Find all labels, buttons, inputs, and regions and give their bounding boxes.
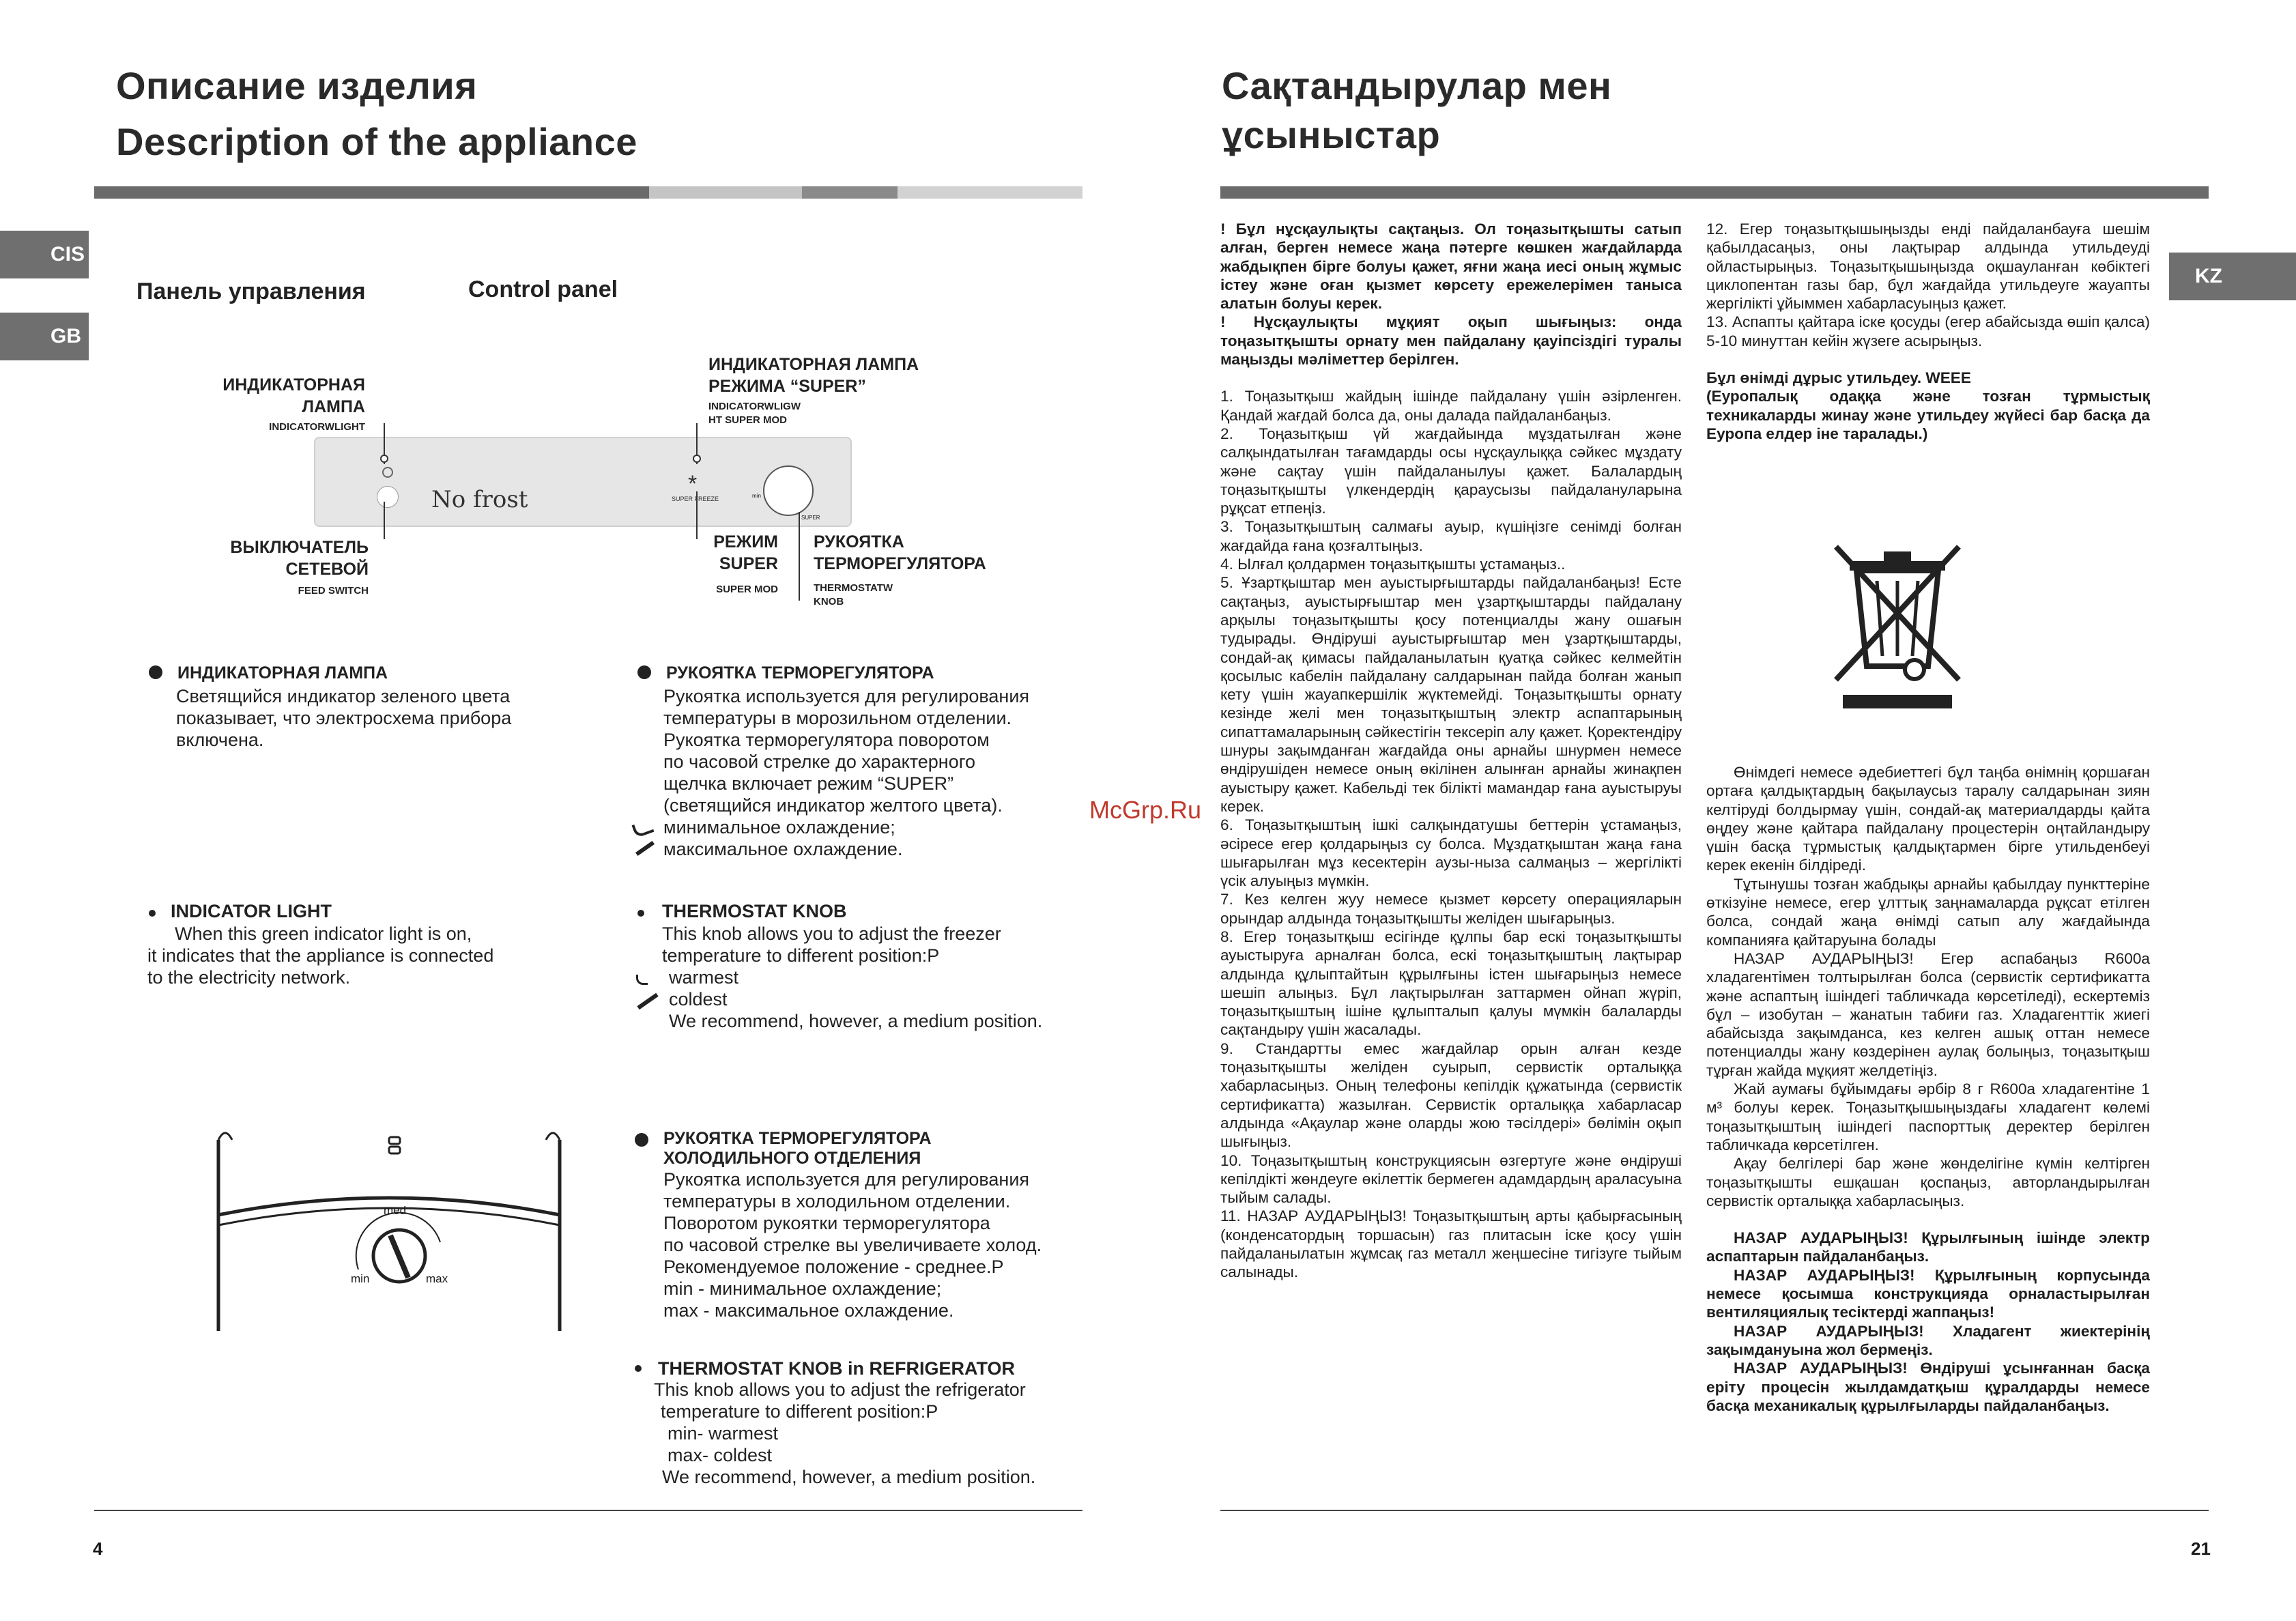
paragraph: 1. Тоңазытқыш жайдың ішінде пайдалану үшін әзірленген. Қандай жағдай болса да, оны далада пайдаланбаңыз. <box>1220 388 1682 424</box>
super-mode-line1: РЕЖИМ <box>713 532 778 551</box>
page-title-en: Description of the appliance <box>116 120 637 163</box>
super-lamp-sub1: INDICATORWLIGW <box>708 401 801 412</box>
weee-title: Бұл өнімді дұрыс утильдеу. WEEE <box>1706 369 1971 387</box>
page-number-left: 4 <box>93 1538 103 1559</box>
text-line: Светящийся индикатор зеленого цвета <box>176 686 511 706</box>
page-title-ru: Описание изделия <box>116 64 478 107</box>
super-mode-line2: SUPER <box>719 554 778 573</box>
indicator-light-text-en <box>147 923 493 988</box>
panel-leader-lines <box>0 0 1092 614</box>
thermostat-knob-sub2: KNOB <box>814 596 844 607</box>
control-panel-title-ru: Панель управления <box>137 278 366 304</box>
kz-column-2-top <box>1706 220 2150 443</box>
bullet-dot <box>635 1365 642 1372</box>
text-line: When this green indicator light is on, <box>175 923 472 944</box>
text-line: Поворотом рукоятки терморегулятора <box>663 1213 990 1233</box>
text-line: температуры в морозильном отделении. <box>663 708 1012 728</box>
super-lamp-sub2: HT SUPER MOD <box>708 414 788 426</box>
super-mode-label <box>683 531 778 597</box>
paragraph: НАЗАР АУДАРЫҢЫЗ! Құрылғының ішінде электр аспаптарын пайдаланбаңыз. <box>1706 1229 2150 1265</box>
thermostat-knob-sub1: THERMOSTATW <box>814 582 893 594</box>
nofrost-logo: No frost <box>431 486 528 513</box>
heading-line: ХОЛОДИЛЬНОГО ОТДЕЛЕНИЯ <box>663 1149 921 1168</box>
kz-column-2-bottom <box>1706 763 2150 1415</box>
thermostat-knob-line1: РУКОЯТКА <box>814 532 904 551</box>
paragraph: 8. Егер тоңазытқыш есігінде құлпы бар ескі тоңазытқышты ауыстыруға арналған болса, ескі тоңазытқыштың лақтырар алдында құлыптайтын құрылғыны істен шығарыңыз немесе шешіп алыңыз. Бұл лақтырылған заттармен ойнап жүріп, тоңазытқыштың ішіне құлыпталып қалуы мүмкін балаларды сақтандыру үшін жасалады. <box>1220 928 1682 1039</box>
fridge-knob-heading-ru <box>663 1129 932 1168</box>
text-line: максимальное охлаждение. <box>663 839 903 859</box>
paragraph: 12. Егер тоңазытқышыңызды енді пайдаланбауға шешім қабылдасаңыз, оны лақтырар алдында утильдеуді ойластырыңыз. Тоңазытқышыңызда оқшауланған көбіктегі циклопентан газы бар, бұл жағдайда утильдеуге жауапты жергілікті ұйыммен хабарласуыңыз қажет. <box>1706 220 2150 313</box>
page-number-right: 21 <box>2191 1538 2211 1559</box>
text-line: показывает, что электросхема прибора <box>176 708 512 728</box>
page-title-kz-line1: Сақтандырулар мен <box>1222 64 1612 107</box>
snowflake-icon: * <box>688 471 698 497</box>
paragraph: НАЗАР АУДАРЫҢЫЗ! Құрылғының корпусында немесе қосымша конструкцияда орналастырылған вентиляциялық тесіктерді жаппаңыз! <box>1706 1266 2150 1321</box>
feed-switch-line1: ВЫКЛЮЧАТЕЛЬ <box>230 538 369 557</box>
paragraph: Өнімдегі немесе әдебиеттегі бұл таңба өнімнің қоршаған ортаға қалдықтардың бақылаусыз таралу салдарынан зиян келтіруді болдырмау үшін, сондай-ақ материалдарды қайта өңдеу және қайтара пайдалану процестерін оңтайландыру үшін басқа тұрмыстық қалдықтармен бірге утильденбеуі керек екенін білдіреді. <box>1706 764 2150 874</box>
paragraph: ! Нұсқаулықты мұқият оқып шығыңыз: онда тоңазытқышты орнату мен пайдалану қауіпсіздігі туралы маңызды мәліметтер берілген. <box>1220 313 1682 369</box>
paragraph: НАЗАР АУДАРЫҢЫЗ! Егер аспабаңыз R600a хладагентімен толтырылған болса (сервистік сертификатта және аспаптың ішіндегі табличкада көрсетіледі), ескертеміз бұл – изобутан – жанатын табиғи газ. Хладагенттік жиегі абайсызда зақымданса, кез келген ашық оттан немесе потенциалды жану көздерінен аулақ болыңыз, тоңазытқыш тұрған жайда мұқият желдетіңіз. <box>1706 949 2150 1079</box>
text-line: Рекомендуемое положение - среднее.P <box>663 1257 1004 1277</box>
text-line: Рукоятка используется для регулирования <box>663 1169 1030 1190</box>
thermostat-knob-text-en <box>662 923 1042 1032</box>
fridge-knob-max: max <box>426 1272 448 1285</box>
bullet-dot <box>635 1133 648 1147</box>
knob-super-small: SUPER <box>801 515 820 521</box>
fridge-knob-heading-en: THERMOSTAT KNOB in REFRIGERATOR <box>658 1358 1015 1379</box>
tab-kz-label: KZ <box>2195 265 2222 287</box>
fridge-knob-text-ru <box>663 1168 1042 1321</box>
tab-cis-label: CIS <box>51 243 85 266</box>
lamp-label-line1: ИНДИКАТОРНАЯ <box>223 375 365 395</box>
text-line: щелчка включает режим “SUPER” <box>663 773 954 794</box>
min-position-icon <box>631 819 654 838</box>
paragraph: НАЗАР АУДАРЫҢЫЗ! Өндіруші ұсынғаннан басқа еріту процесін жылдамдатқыш құралдарды немесе басқа механикалық құрылғыларды пайдаланбаңыз. <box>1706 1360 2150 1414</box>
footer-rule-right <box>1220 1510 2209 1511</box>
paragraph: 4. Ылғал қолдармен тоңазытқышты ұстамаңыз.. <box>1220 556 1566 573</box>
feed-switch-label <box>171 536 369 598</box>
kz-column-1 <box>1220 220 1682 1282</box>
text-line: по часовой стрелке вы увеличиваете холод. <box>663 1235 1042 1255</box>
paragraph: Ақау белгілері бар және жөнделігіне күмін келтірген тоңазытқышты ешқашан қоспаңыз, авторландырылған сервистік орталыққа хабарласыңыз. <box>1706 1155 2150 1209</box>
text-line: min - минимальное охлаждение; <box>663 1278 942 1299</box>
paragraph: 3. Тоңазытқыштың салмағы ауыр, күшіңізге сенімді болған жағдайда ғана қозғалтыңыз. <box>1220 518 1682 554</box>
control-panel-title-en: Control panel <box>468 276 618 302</box>
text-line: to the electricity network. <box>147 967 351 988</box>
paragraph: 11. НАЗАР АУДАРЫҢЫЗ! Тоңазытқыштың арты қабырғасының (конденсатордың торшасын) газ плитасын іске қосу үшін пайдаланылатын жұмсақ газ металл жеңшесіне тигізуге тыйым салынады. <box>1220 1207 1682 1281</box>
fridge-knob-med: med <box>384 1204 407 1217</box>
text-line: (светящийся индикатор желтого цвета). <box>663 795 1003 816</box>
paragraph: 10. Тоңазытқыштың конструкциясын өзгертуге және өндіруші кепілдікті жөндеуге өкілеттік бермеген адамдардың араласуына тыйым салады. <box>1220 1151 1682 1207</box>
indicator-lamp-text-ru <box>176 685 511 751</box>
coldest-icon <box>637 993 658 1009</box>
title-bar-right <box>1220 186 2209 199</box>
super-lamp-line2: РЕЖИМА “SUPER” <box>708 377 866 396</box>
indicator-light-heading-en: INDICATOR LIGHT <box>171 901 332 921</box>
text-line: We recommend, however, a medium position. <box>669 1011 1043 1031</box>
text-line: This knob allows you to adjust the refrigerator <box>654 1379 1026 1400</box>
text-line: it indicates that the appliance is connected <box>147 945 494 966</box>
text-line: temperature to different position:P <box>661 1401 938 1422</box>
super-mode-sub: SUPER MOD <box>716 584 778 595</box>
thermostat-knob-heading-en: THERMOSTAT KNOB <box>662 901 847 921</box>
text-line: max - максимальное охлаждение. <box>663 1300 954 1321</box>
watermark: McGrp.Ru <box>1089 796 1202 824</box>
weee-description: (Еуропалық одаққа және тозған тұрмыстық техникаларды жинау және утильдеу жүйесі бар басқа да Еуропа елдер іне таралады.) <box>1706 388 2150 442</box>
text-line: We recommend, however, a medium position. <box>662 1467 1036 1487</box>
super-freeze-small-label: SUPER FREEZE <box>672 496 719 502</box>
max-position-icon <box>635 841 655 856</box>
text-line: Рукоятка используется для регулирования <box>663 686 1030 706</box>
tab-kz <box>2169 253 2296 300</box>
paragraph: 6. Тоңазытқыштың ішкі салқындатушы беттерін ұстамаңыз, әсіресе егер қолдарыңыз су болса. Мұздатқыштан жаңа ғана шығарылған мұз кесектерін аузы-ныза салмаңыз – жергілікті үсік алуыңыз мүмкін. <box>1220 816 1682 890</box>
feed-switch-sub: FEED SWITCH <box>298 585 369 597</box>
text-line: включена. <box>176 730 264 750</box>
paragraph: 9. Стандартты емес жағдайлар орын алған кезде тоңазытқышты желіден суырып, сервистік орталыққа хабарласыңыз. Оның телефоны кепілдік құжатында (сервистік сертификатта) жазылған. Сервистік орталыққа хабарласар алдында «Ақаулар және оларды жою тәсілдері» бөлімін оқып шығыңыз. <box>1220 1039 1682 1151</box>
paragraph: Жай аумағы бұйымдағы әрбір 8 г R600a хладагентіне 1 м³ болуы керек. Тоңазытқышыңыздағы хладагент көлемі тоңазытқыштың ішіндегі паспорттық деректер берілген табличкада көрсетілген. <box>1706 1080 2150 1153</box>
fridge-knob-min: min <box>351 1272 370 1285</box>
text-line: max- coldest <box>668 1445 773 1465</box>
text-line: temperature to different position:P <box>662 945 940 966</box>
heading-line: РУКОЯТКА ТЕРМОРЕГУЛЯТОРА <box>663 1129 932 1148</box>
tab-gb-label: GB <box>51 325 81 347</box>
text-line: This knob allows you to adjust the freezer <box>662 923 1001 944</box>
bullet-dot <box>149 665 162 679</box>
text-line: температуры в холодильном отделении. <box>663 1191 1011 1211</box>
text-line: по часовой стрелке до характерного <box>663 751 975 772</box>
text-line: Рукоятка терморегулятора поворотом <box>663 730 990 750</box>
indicator-lamp-heading-ru: ИНДИКАТОРНАЯ ЛАМПА <box>177 663 388 683</box>
feed-switch-line2: СЕТЕВОЙ <box>285 560 369 579</box>
bullet-dot <box>637 665 651 679</box>
thermostat-knob-line2: ТЕРМОРЕГУЛЯТОРА <box>814 554 986 573</box>
fridge-knob-text-en <box>654 1379 1035 1488</box>
paragraph: Тұтынушы тозған жабдықы арнайы қабылдау пункттеріне өткізуіне немесе, егер ұлттық заңнамаларда рұқсат етілген болса, сондай жаңа өнімді сатып алу жағдайында компанияға қайтаруына болады <box>1706 875 2150 949</box>
text-line: coldest <box>669 989 728 1009</box>
footer-rule-left <box>94 1510 1082 1511</box>
thermostat-knob-heading-ru: РУКОЯТКА ТЕРМОРЕГУЛЯТОРА <box>666 663 934 683</box>
fridge-knob-illustration <box>205 1126 587 1338</box>
paragraph: НАЗАР АУДАРЫҢЫЗ! Хладагент жиектерінің зақымдануына жол бермеңіз. <box>1706 1322 2150 1358</box>
paragraph: 13. Аспапты қайтара іске қосуды (егер абайсызда өшіп қалса) 5-10 минуттан кейін жүзеге асырыңыз. <box>1706 313 2150 349</box>
text-line: min- warmest <box>668 1423 779 1444</box>
thermostat-knob-label <box>814 531 986 609</box>
paragraph: 2. Тоңазытқыш үй жағдайында мұздатылған және салқындатылған тағамдарды осы нұсқаулыққа сәйкес мұздату және сақтау үшін пайдаланылуы қажет. Балалардың тоңазытқышты үлкендердің қараусызы пайдалануларына рұқсат етпеңіз. <box>1220 425 1682 517</box>
knob-min-small: min <box>752 493 761 499</box>
lamp-label-line2: ЛАМПА <box>302 397 365 416</box>
paragraph: 7. Кез келген жуу немесе қызмет көрсету операцияларын орындар алдында тоңазытқышты желіден шығарыңыз. <box>1220 891 1682 927</box>
bullet-dot <box>637 910 644 917</box>
paragraph: ! Бұл нұсқаулықты сақтаңыз. Ол тоңазытқышты сатып алған, берген немесе жаңа пәтерге көшкен жағдайларда жабдықпен бірге болуы қажет, яғни жаңа иесі оның жұмыс істеу және оған қызмет көрсету ережелерімен таныса алатын болуы керек. <box>1220 220 1682 313</box>
text-line: минимальное охлаждение; <box>663 817 895 837</box>
paragraph: 5. Ұзартқыштар мен ауыстырғыштарды пайдаланбаңыз! Есте сақтаңыз, ауыстырғыштар мен ұзартқыштарды пайдалану арқылы тоңазытқышты қосу потенциалды жану ошағын тудырады. Өндіруші ауыстырғыштар мен ұзартқыштарды, сондай-ақ қимасы пайдаланылатын қуатқа сәйкес келмейтін қосылыс кабелін пайдалану салдарынан пайда болған жанып кету үшін жауапкершілік жүктемейді. Тоңазытқышты орнату кезінде желі мен тоңазытқыштың электр аспаптарының сипаттамаларының сәйкестігін тексеріп алу қажет. Қоректендіру шнуры зақымданған жағдайда оны арнайы шнурмен немесе өндірушіден немесе оның өкілінен алынған арнайы жинақпен ауыстыру қажет. Кабельді тек білікті мамандар ғана ауыстыруы керек. <box>1220 574 1682 815</box>
page-title-kz-line2: ұсыныстар <box>1222 113 1441 156</box>
text-line: warmest <box>669 967 739 988</box>
weee-crossed-bin-icon <box>1829 543 1966 714</box>
super-lamp-line1: ИНДИКАТОРНАЯ ЛАМПА <box>708 355 919 374</box>
warmest-icon <box>636 975 648 985</box>
lamp-label-sub: INDICATORWLIGHT <box>269 421 365 433</box>
bullet-dot <box>149 910 156 917</box>
thermostat-knob-text-ru <box>663 685 1029 860</box>
